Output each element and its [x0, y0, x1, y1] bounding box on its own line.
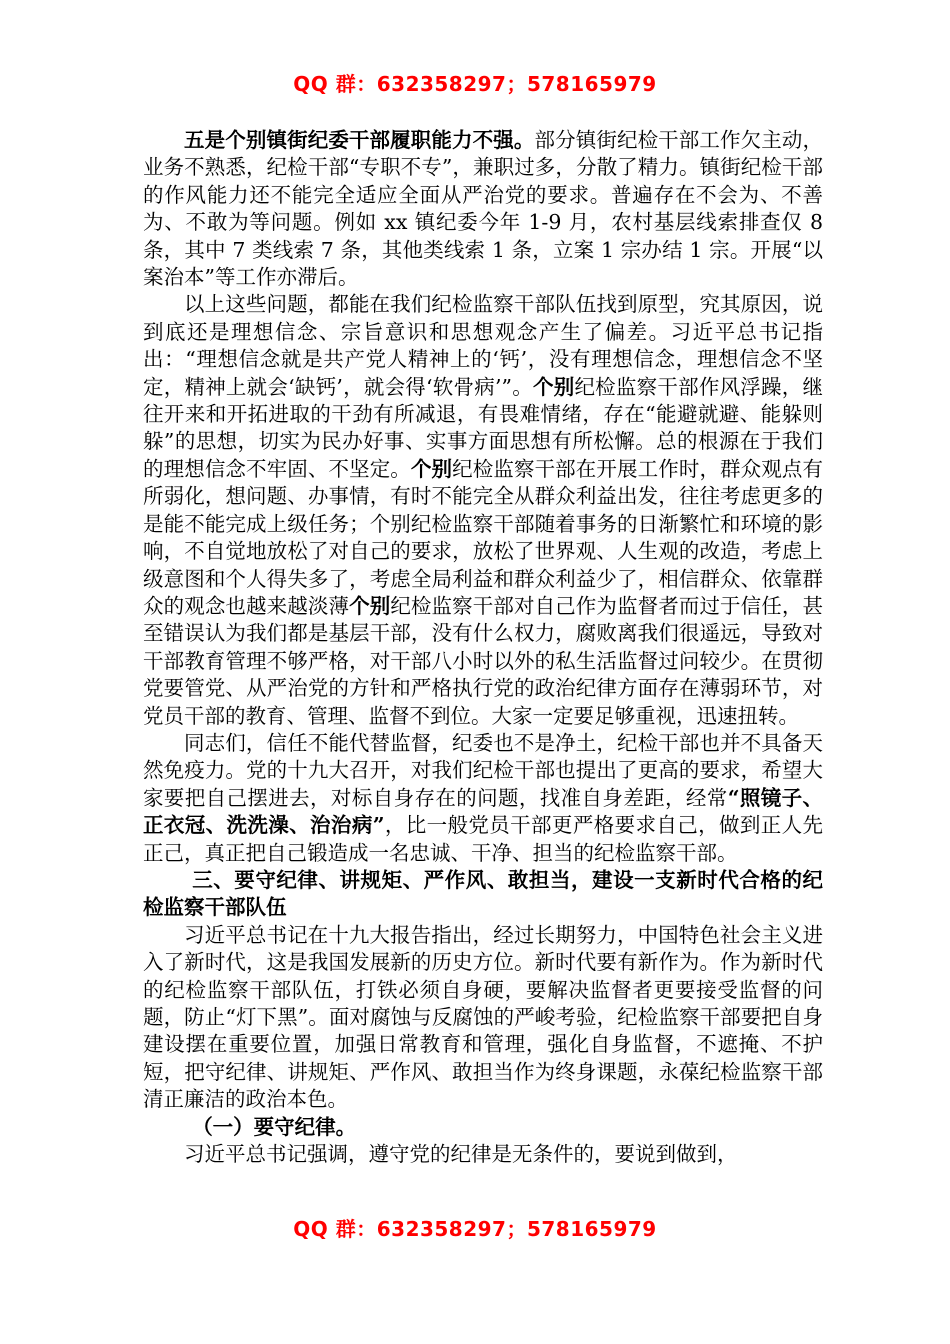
paragraph-1-bold-lead: 五是个别镇街纪委干部履职能力不强。 [184, 128, 535, 152]
paragraph-2-bold-a: 个别 [532, 374, 575, 399]
paragraph-2-bold-b: 个别 [410, 456, 453, 481]
paragraph-2-bold-c: 个别 [349, 593, 391, 618]
paragraph-3 [143, 730, 823, 867]
paragraph-3-text-a: 同志们，信任不能代替监督，纪委也不是净土，纪检干部也并不具备天然免疫力。党的十九大召开，对我们纪检干部也提出了更高的要求，希望大家要把自己摆进去，对标自身存在的问题，找准自身差距，经常 [143, 730, 823, 810]
paragraph-2-text-a: 以上这些问题，都能在我们纪检监察干部队伍找到原型，究其原因，说到底还是理想信念、宗旨意识和思想观念产生了偏差。习近平总书记指出：“理想信念就是共产党人精神上的‘钙’，没有理想信念，理想信念不坚定，精神上就会‘缺钙’，就会得‘软骨病’”。 [143, 292, 823, 399]
paragraph-2-text-c: 纪检监察干部在开展工作时，群众观点有所弱化，想问题、办事情，有时不能完全从群众利益出发，往往考虑更多的是能不能完成上级任务；个别纪检监察干部随着事务的日渐繁忙和环境的影响，不自觉地放松了对自己的要求，放松了世界观、人生观的改造，考虑上级意图和个人得失多了，考虑全局利益和群众利益少了，相信群众、依靠群众的观念也越来越淡薄 [143, 456, 823, 618]
subheading-1: （一）要守纪律。 [192, 1114, 357, 1139]
paragraph-5: 习近平总书记强调，遵守党的纪律是无条件的，要说到做到， [184, 1142, 738, 1167]
paragraph-3-bold: “照镜子、正衣冠、洗洗澡、治治病” [143, 785, 824, 838]
paragraph-2-text-b: 纪检监察干部作风浮躁，继往开来和开拓进取的干劲有所减退，有畏难情绪，存在“能避就避、能躲则躲”的思想，切实为民办好事、实事方面思想有所松懈。总的根源在于我们的理想信念不牢固、不坚定。 [143, 374, 824, 481]
paragraph-4: 习近平总书记在十九大报告指出，经过长期努力，中国特色社会主义进入了新时代，这是我国发展新的历史方位。新时代要有新作为。作为新时代的纪检监察干部队伍，打铁必须自身硬，要解决监督者更要接受监督的问题，防止“灯下黑”。面对腐蚀与反腐蚀的严峻考验，纪检监察干部要把自身建设摆在重要位置，加强日常教育和管理，强化自身监督，不遮掩、不护短，把守纪律、讲规矩、严作风、敢担当作为终身课题，永葆纪检监察干部清正廉洁的政治本色。 [143, 922, 823, 1112]
document-body [143, 127, 823, 1168]
header-qq-group: QQ 群：632358297；578165979 [293, 72, 657, 96]
paragraph-1 [143, 127, 823, 291]
paragraph-2-text-d: 纪检监察干部对自己作为监督者而过于信任，甚至错误认为我们都是基层干部，没有什么权力，腐败离我们很遥远，导致对干部教育管理不够严格，对干部八小时以外的私生活监督过问较少。在贯彻党要管党、从严治党的方针和严格执行党的政治纪律方面存在薄弱环节，对党员干部的教育、管理、监督不到位。大家一定要足够重视，迅速扭转。 [143, 593, 823, 728]
section-3-heading: 三、要守纪律、讲规矩、严作风、敢担当，建设一支新时代合格的纪检监察干部队伍 [143, 867, 823, 920]
footer-qq-group: QQ 群：632358297；578165979 [293, 1217, 657, 1241]
paragraph-1-text: 部分镇街纪检干部工作欠主动，业务不熟悉，纪检干部“专职不专”，兼职过多，分散了精力。镇街纪检干部的作风能力还不能完全适应全面从严治党的要求。普遍存在不会为、不善为、不敢为等问题。例如 xx 镇纪委今年 1-9 月，农村基层线索排查仅 8 条，其中 7 类线索 7 条，其他类线索 1 条，立案 1 宗办结 1 宗。开展“以案治本”等工作亦滞后。 [143, 128, 824, 290]
paragraph-3-text-b: ，比一般党员干部更严格要求自己，做到正人先正己，真正把自己锻造成一名忠诚、干净、担当的纪检监察干部。 [143, 813, 824, 865]
paragraph-2 [143, 291, 823, 730]
